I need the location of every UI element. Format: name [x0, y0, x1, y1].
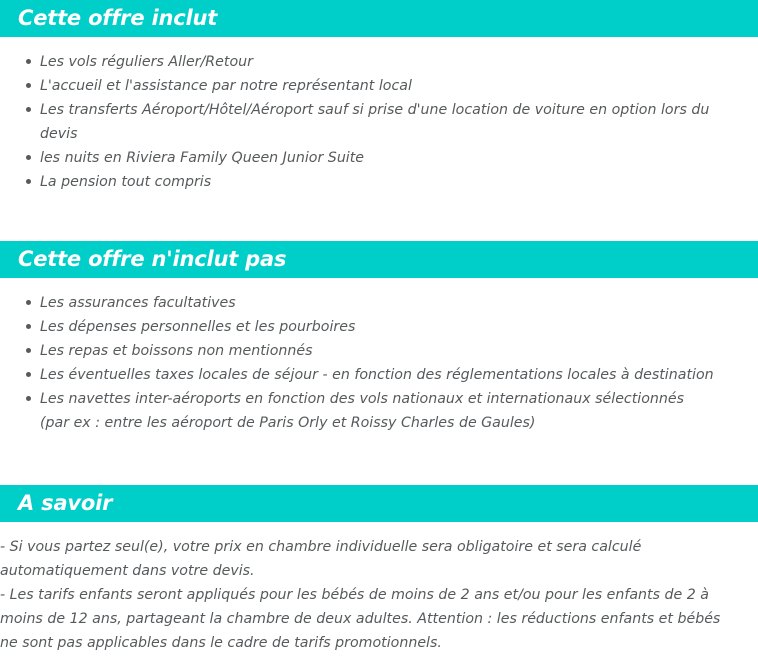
list-item-label: Les navettes inter-aéroports en fonction des vols nationaux et internationaux sélectionnés (par ex : entre les aéroport de Paris Orly et Roissy Charles de Gaules) [40, 391, 685, 431]
list-item-label: Les éventuelles taxes locales de séjour - en fonction des réglementations locales à destination [40, 367, 714, 383]
list-item [0, 363, 758, 387]
section-spacer [0, 194, 758, 241]
bullet-icon [26, 155, 31, 160]
section-spacer [0, 435, 758, 485]
list-item [0, 339, 758, 363]
paragraph: - Les tarifs enfants seront appliqués pour les bébés de moins de 2 ans et/ou pour les enfants de 2 à moins de 12 ans, partageant la chambre de deux adultes. Attention : les réductions enfants et bébés ne sont pas applicables dans le cadre de tarifs promotionnels. [0, 587, 721, 651]
section-title-good-to-know: A savoir [18, 491, 113, 515]
bullet-icon [26, 396, 31, 401]
bullet-icon [26, 59, 31, 64]
list-item [0, 50, 758, 74]
list-item-label: Les vols réguliers Aller/Retour [40, 54, 253, 70]
included-list [0, 50, 758, 194]
section-title-not-included: Cette offre n'inclut pas [18, 247, 287, 271]
list-item [0, 291, 758, 315]
list-item-label: La pension tout compris [40, 174, 212, 190]
list-item [0, 387, 758, 435]
bullet-icon [26, 300, 31, 305]
bullet-icon [26, 324, 31, 329]
list-item-label: Les transferts Aéroport/Hôtel/Aéroport sauf si prise d'une location de voiture en option lors du devis [40, 102, 710, 142]
bullet-icon [26, 348, 31, 353]
list-item-label: les nuits en Riviera Family Queen Junior Suite [40, 150, 365, 166]
section-header-not-included [0, 241, 758, 278]
bullet-icon [26, 372, 31, 377]
list-item [0, 170, 758, 194]
section-body-not-included [0, 278, 758, 435]
section-header-good-to-know [0, 485, 758, 522]
section-title-included: Cette offre inclut [18, 6, 218, 30]
list-item [0, 146, 758, 170]
section-body-included [0, 37, 758, 194]
bullet-icon [26, 83, 31, 88]
paragraph: - Si vous partez seul(e), votre prix en chambre individuelle sera obligatoire et sera calculé automatiquement dans votre devis. [0, 539, 642, 579]
list-item-label: Les repas et boissons non mentionnés [40, 343, 313, 359]
list-item-label: Les assurances facultatives [40, 295, 236, 311]
list-item-label: L'accueil et l'assistance par notre représentant local [40, 78, 412, 94]
bullet-icon [26, 179, 31, 184]
list-item [0, 74, 758, 98]
section-header-included [0, 0, 758, 37]
bullet-icon [26, 107, 31, 112]
list-item-label: Les dépenses personnelles et les pourboires [40, 319, 356, 335]
list-item [0, 98, 758, 146]
not-included-list [0, 291, 758, 435]
section-body-good-to-know [0, 522, 758, 655]
list-item [0, 315, 758, 339]
